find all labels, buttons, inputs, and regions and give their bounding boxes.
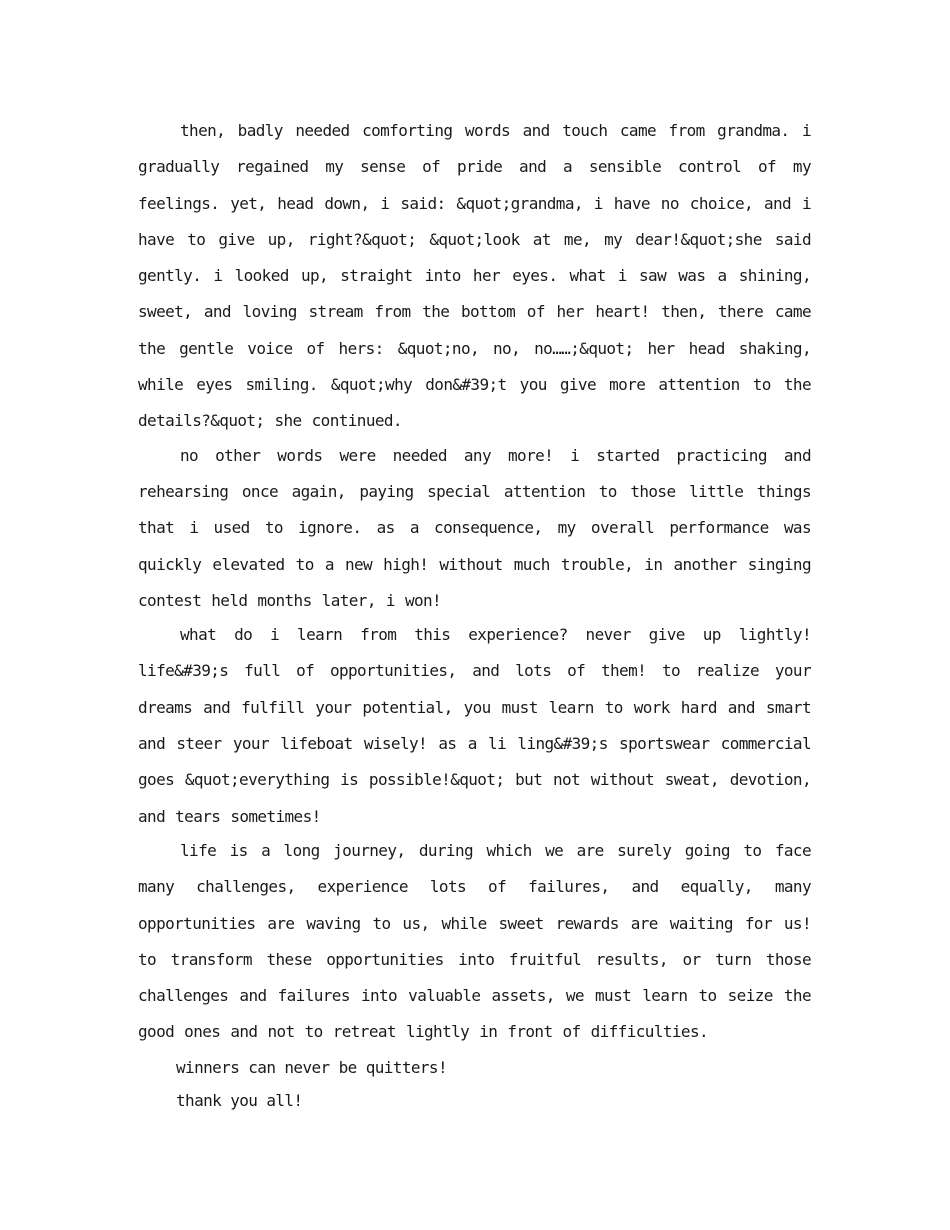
paragraph-practice: no other words were needed any more! i started practicing and rehearsing once again, paying special attention to those little things that i used to ignore. as a consequence, my overall performance was quickly elevated to a new high! without much trouble, in another singing contest held months later, i won! bbox=[138, 445, 811, 610]
document-body bbox=[138, 113, 811, 1118]
paragraph-lesson: what do i learn from this experience? never give up lightly! life&#39;s full of opportunities, and lots of them! to realize your dreams and fulfill your potential, you must learn to work hard and smart and steer your lifeboat wisely! as a li ling&#39;s sportswear commercial goes &quot;everything is possible!&quot; but not without sweat, devotion, and tears sometimes! bbox=[138, 625, 811, 826]
closing-line-thanks: thank you all! bbox=[176, 1091, 303, 1111]
paragraph-grandma: then, badly needed comforting words and touch came from grandma. i gradually regained my sense of pride and a sensible control of my feelings. yet, head down, i said: &quot;grandma, i have no choice, and i have to give up, right?&quot; &quot;look at me, my dear!&quot;she said gently. i looked up, straight into her eyes. what i saw was a shining, sweet, and loving stream from the bottom of her heart! then, there came the gentle voice of hers: &quot;no, no, no……;&quot; her head shaking, while eyes smiling. &quot;why don&#39;t you give more attention to the details?&quot; she continued. bbox=[138, 121, 811, 431]
closing-line-winners: winners can never be quitters! bbox=[176, 1057, 447, 1077]
paragraph-journey: life is a long journey, during which we are surely going to face many challenges, experience lots of failures, and equally, many opportunities are waving to us, while sweet rewards are waiting for us! to transform these opportunities into fruitful results, or turn those challenges and failures into valuable assets, we must learn to seize the good ones and not to retreat lightly in front of difficulties. bbox=[138, 840, 811, 1042]
